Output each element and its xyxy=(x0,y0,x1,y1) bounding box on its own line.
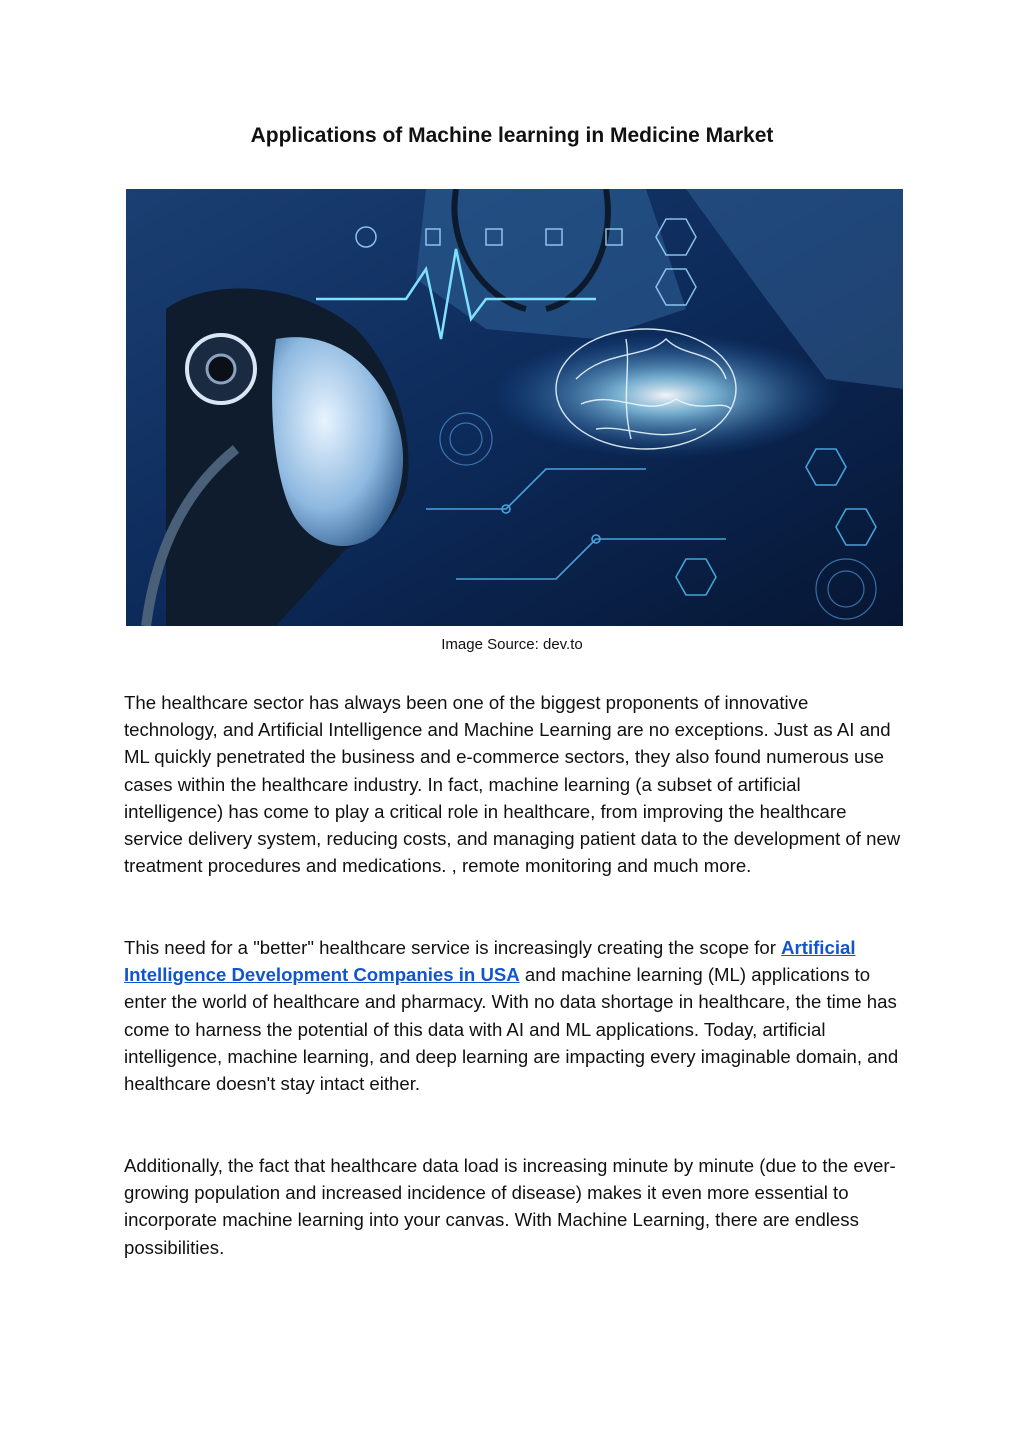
ai-medicine-illustration xyxy=(126,189,903,626)
paragraph-intro: The healthcare sector has always been one of the biggest proponents of innovative technology, and Artificial Intelligence and Machine Learning are no exceptions. Just as AI and ML quickly penetrated the business and e-commerce sectors, they also found numerous use cases within the healthcare industry. In fact, machine learning (a subset of artificial intelligence) has come to play a critical role in healthcare, from improving the healthcare service delivery system, reducing costs, and managing patient data to the development of new treatment procedures and medications. , remote monitoring and much more. xyxy=(124,692,901,877)
ai-development-companies-link[interactable]: Artificial Intelligence Development Companies in USA xyxy=(124,937,856,986)
paragraph-additionally: Additionally, the fact that healthcare data load is increasing minute by minute (due to the ever-growing population and increased incidence of disease) makes it even more essential to incorporate machine learning into your canvas. With Machine Learning, there are endless possibilities. xyxy=(124,1155,896,1258)
paragraph-scope-lead: This need for a "better" healthcare service is increasingly creating the scope for xyxy=(124,937,782,958)
hero-image xyxy=(126,189,903,626)
paragraph-scope-rest: and machine learning (ML) applications to enter the world of healthcare and pharmacy. With no data shortage in healthcare, the time has come to harness the potential of this data with AI and ML applications. Today, artificial intelligence, machine learning, and deep learning are impacting every imaginable domain, and healthcare doesn't stay intact either. xyxy=(124,964,899,1095)
paragraph-scope xyxy=(124,934,904,1097)
image-caption: Image Source: dev.to xyxy=(441,636,583,653)
document-title: Applications of Machine learning in Medicine Market xyxy=(250,124,774,147)
